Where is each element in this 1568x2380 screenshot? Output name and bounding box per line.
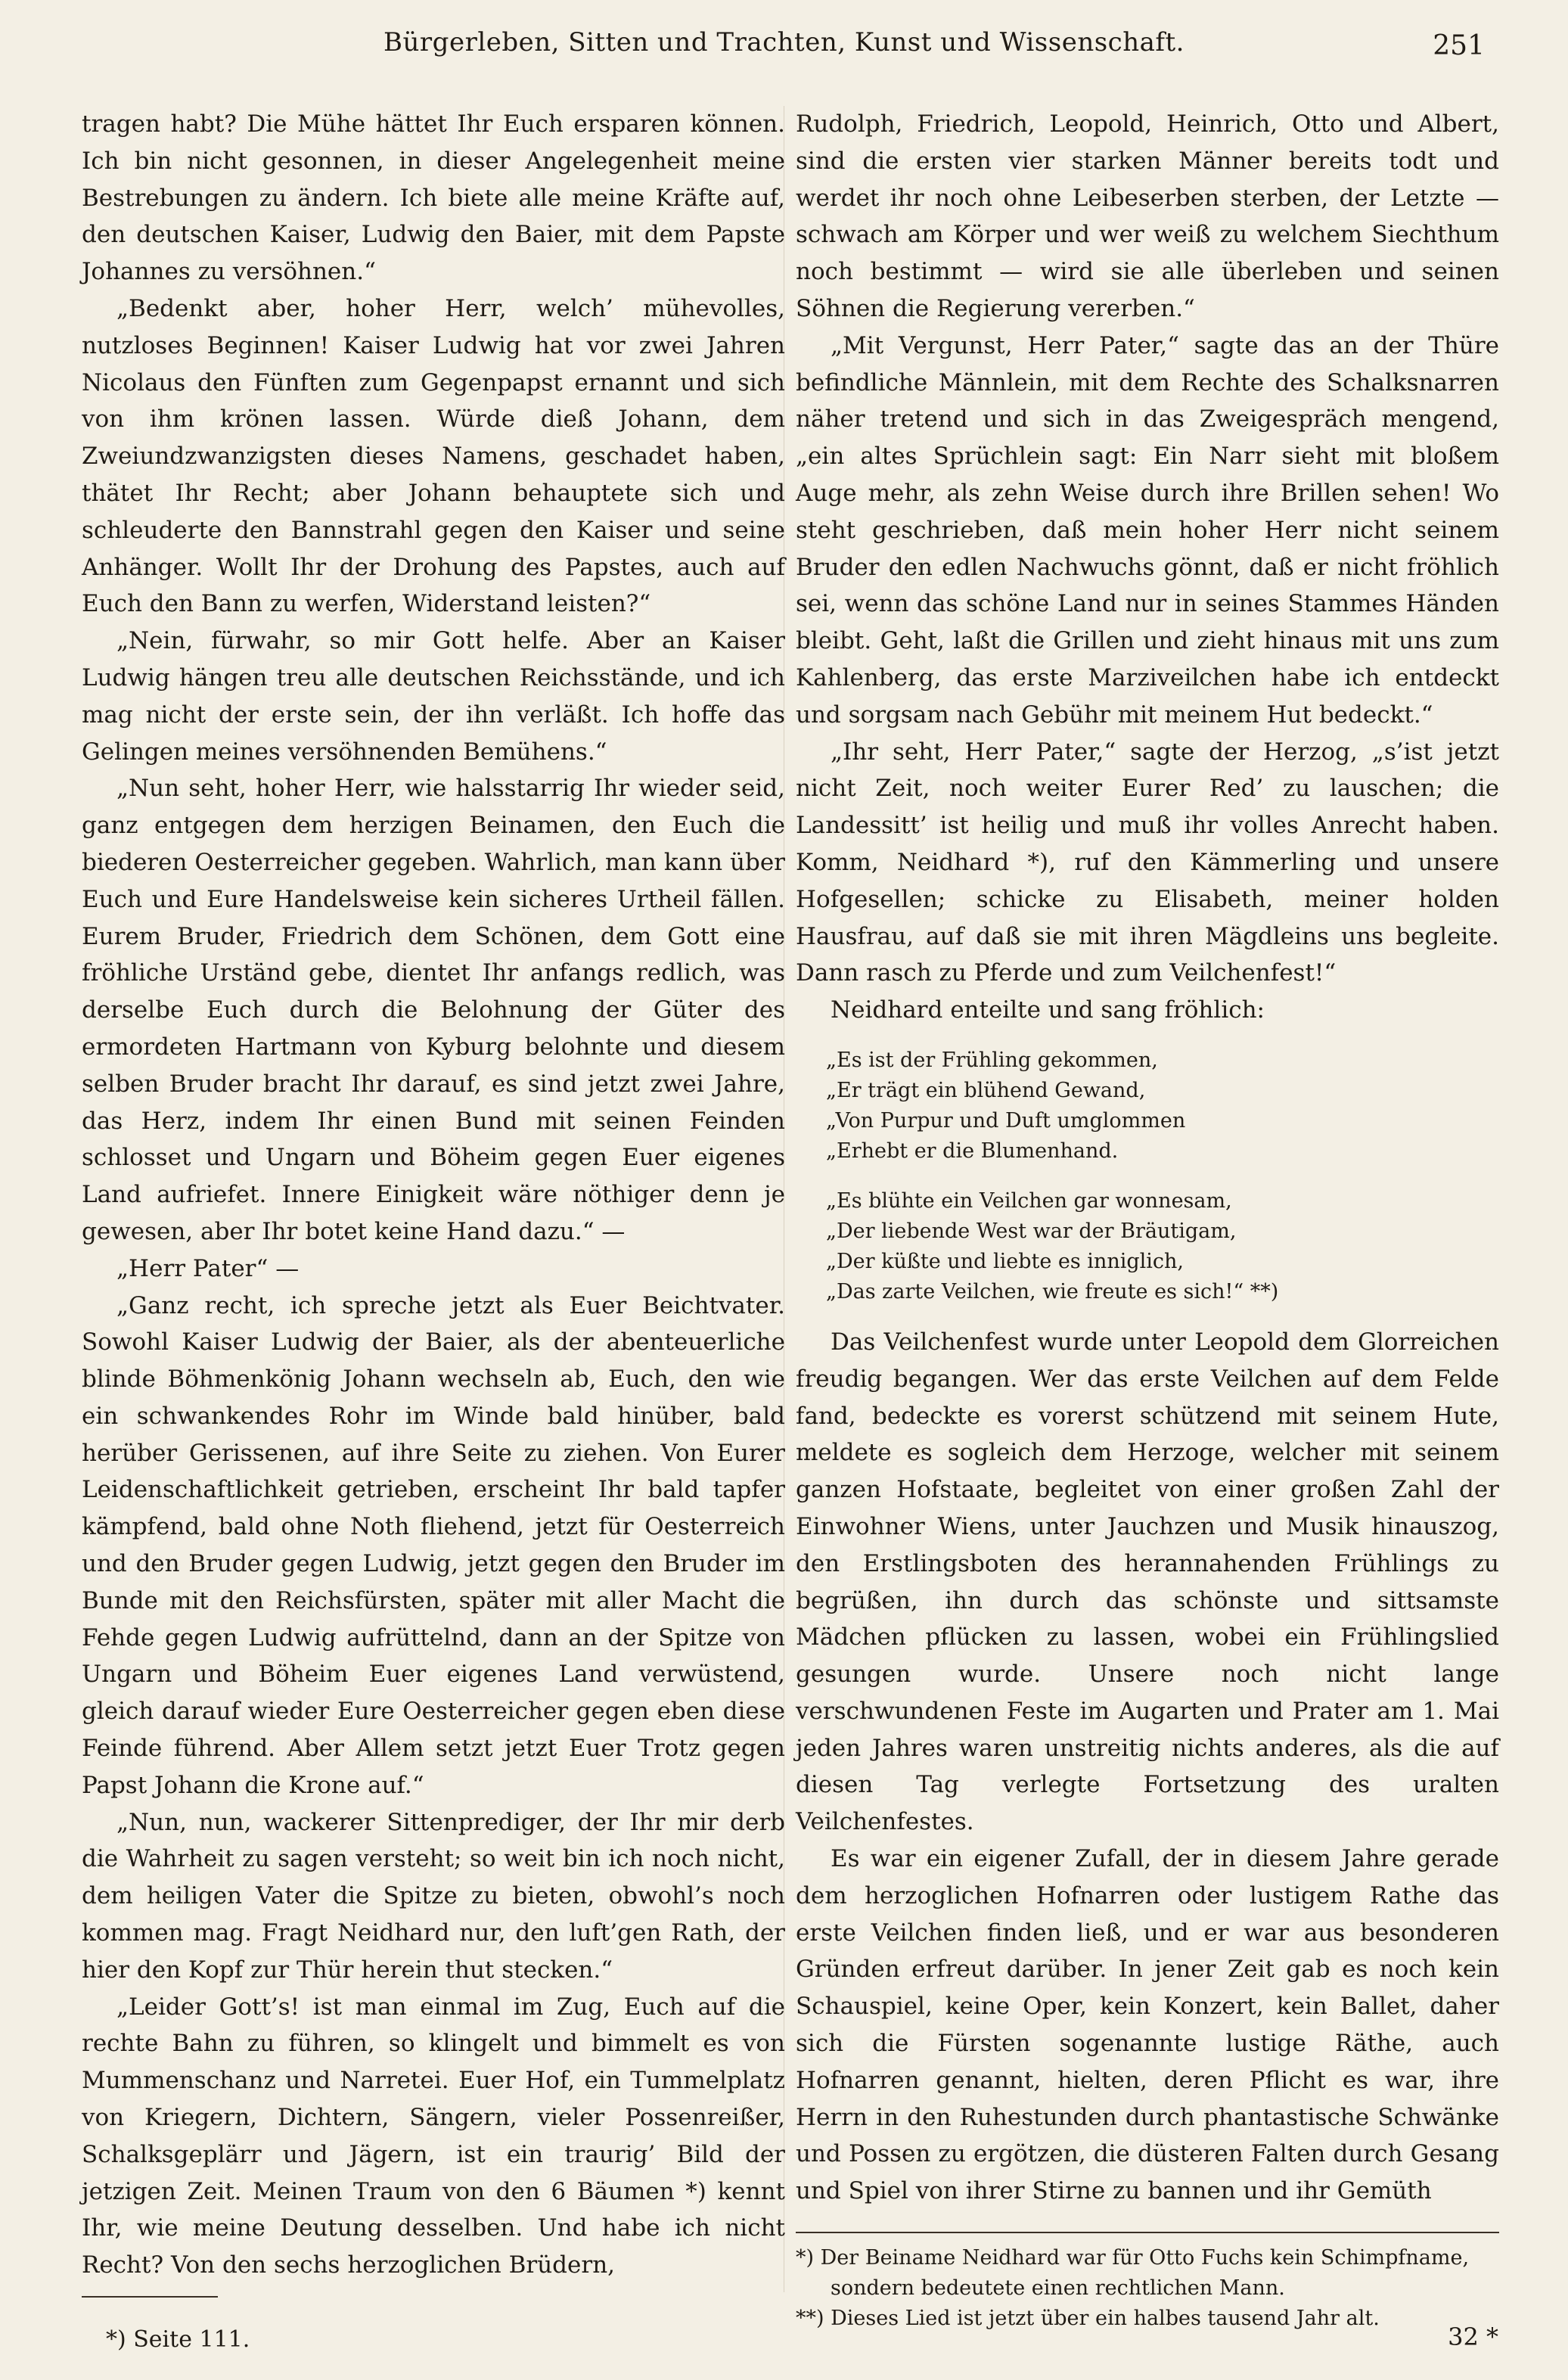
footnotes xyxy=(796,2243,1499,2334)
page-header xyxy=(83,21,1485,67)
paragraph: „Nein, fürwahr, so mir Gott helfe. Aber an Kaiser Ludwig hängen treu alle deutschen Reichsstände, und ich mag nicht der erste sein, der ihn verläßt. Ich hoffe das Gelingen meines versöhnenden Bemühens.“ xyxy=(82,627,785,766)
poem-line: „Der liebende West war der Bräutigam, xyxy=(826,1219,1237,1243)
paragraph: „Ihr seht, Herr Pater,“ sagte der Herzog, „s’ist jetzt nicht Zeit, noch weiter Eurer Red’ zu lauschen; die Landessitt’ ist heilig und muß ihr volles Anrecht haben. Komm, Neidhard *), ruf den Kämmerling und unsere Hofgesellen; schicke zu Elisabeth, meiner holden Hausfrau, auf daß sie mit ihren Mägdleins uns begleite. Dann rasch zu Pferde und zum Veilchenfest!“ xyxy=(796,738,1499,987)
footnote-rule xyxy=(82,2296,218,2298)
paragraph: Rudolph, Friedrich, Leopold, Heinrich, Otto und Albert, sind die ersten vier starken Männer bereits todt und werdet ihr noch ohne Leibeserben sterben, der Letzte — schwach am Körper und wer weiß zu welchem Siechthum noch bestimmt — wird sie alle überleben und seinen Söhnen die Regierung vererben.“ xyxy=(796,110,1499,322)
paragraph: Das Veilchenfest wurde unter Leopold dem Glorreichen freudig begangen. Wer das erste Veilchen auf dem Felde fand, bedeckte es vorerst schützend mit seinem Hute, meldete es sogleich dem Herzoge, welcher mit seinem ganzen Hofstaate, begleitet von einer großen Zahl der Einwohner Wiens, unter Jauchzen und Musik hinauszog, den Erstlingsboten des herannahenden Frühlings zu begrüßen, ihn durch das schönste und sittsamste Mädchen pflücken zu lassen, wobei ein Frühlingslied gesungen wurde. Unsere noch nicht lange verschwundenen Feste im Augarten und Prater am 1. Mai jeden Jahres waren unstreitig nichts anderes, als die auf diesen Tag verlegte Fortsetzung des uralten Veilchenfestes. xyxy=(796,1328,1499,1836)
poem-stanza xyxy=(826,1186,1499,1307)
paragraph: „Nun seht, hoher Herr, wie halsstarrig Ihr wieder seid, ganz entgegen dem herzigen Beinamen, den Euch die biederen Oesterreicher gegeben. Wahrlich, man kann über Euch und Eure Handelsweise kein sicheres Urtheil fällen. Eurem Bruder, Friedrich dem Schönen, dem Gott eine fröhliche Urständ gebe, dientet Ihr anfangs redlich, was derselbe Euch durch die Belohnung der Güter des ermordeten Hartmann von Kyburg belohnte und diesem selben Bruder bracht Ihr darauf, es sind jetzt zwei Jahre, das Herz, indem Ihr einen Bund mit seinen Feinden schlosset und Ungarn und Böheim gegen Euer eigenes Land aufriefet. Innere Einigkeit wäre nöthiger denn je gewesen, aber Ihr botet keine Hand dazu.“ — xyxy=(82,775,785,1245)
paragraph: Neidhard enteilte und sang fröhlich: xyxy=(831,996,1265,1024)
poem-line: „Das zarte Veilchen, wie freute es sich!“ **) xyxy=(826,1279,1279,1303)
poem-line: „Er trägt ein blühend Gewand, xyxy=(826,1078,1146,1102)
paragraph: tragen habt? Die Mühe hättet Ihr Euch ersparen können. Ich bin nicht gesonnen, in dieser Angelegenheit meine Bestrebungen zu ändern. Ich biete alle meine Kräfte auf, den deutschen Kaiser, Ludwig den Baier, mit dem Papste Johannes zu versöhnen.“ xyxy=(82,110,785,286)
footnote-rule xyxy=(796,2232,1499,2233)
right-column xyxy=(796,106,1499,2210)
poem-line: „Es blühte ein Veilchen gar wonnesam, xyxy=(826,1188,1232,1213)
footnote: *) Seite 111. xyxy=(106,2326,250,2353)
paragraph: „Mit Vergunst, Herr Pater,“ sagte das an der Thüre befindliche Männlein, mit dem Rechte des Schalksnarren näher tretend und sich in das Zweigespräch mengend, „ein altes Sprüchlein sagt: Ein Narr sieht mit bloßem Auge mehr, als zehn Weise durch ihre Brillen sehen! Wo steht geschrieben, daß mein hoher Herr nicht seinem Bruder den edlen Nachwuchs gönnt, daß er nicht fröhlich sei, wenn das schöne Land nur in seines Stammes Händen bleibt. Geht, laßt die Grillen und zieht hinaus mit uns zum Kahlenberg, das erste Marziveilchen habe ich entdeckt und sorgsam nach Gebühr mit meinem Hut bedeckt.“ xyxy=(796,331,1499,729)
poem xyxy=(826,1046,1499,1307)
poem-line: „Es ist der Frühling gekommen, xyxy=(826,1048,1158,1072)
paragraph: „Leider Gott’s! ist man einmal im Zug, Euch auf die rechte Bahn zu führen, so klingelt und bimmelt es von Mummenschanz und Narretei. Euer Hof, ein Tummelplatz von Kriegern, Dichtern, Sängern, vieler Possenreißer, Schalksgeplärr und Jägern, ist ein traurig’ Bild der jetzigen Zeit. Meinen Traum von den 6 Bäumen *) kennt Ihr, wie meine Deutung desselben. Und habe ich nicht Recht? Von den sechs herzoglichen Brüdern, xyxy=(82,1993,785,2279)
paragraph: „Bedenkt aber, hoher Herr, welch’ mühevolles, nutzloses Beginnen! Kaiser Ludwig hat vor zwei Jahren Nicolaus den Fünften zum Gegenpapst ernannt und sich von ihm krönen lassen. Würde dieß Johann, dem Zweiundzwanzigsten dieses Namens, geschadet haben, thätet Ihr Recht; aber Johann behauptete sich und schleuderte den Bannstrahl gegen den Kaiser und seine Anhänger. Wollt Ihr der Drohung des Papstes, auch auf Euch den Bann zu werfen, Widerstand leisten?“ xyxy=(82,294,785,618)
signature-mark: 32 * xyxy=(1448,2323,1498,2351)
left-column xyxy=(82,106,785,2284)
footnote: **) Dieses Lied ist jetzt über ein halbes tausend Jahr alt. xyxy=(796,2307,1380,2330)
poem-line: „Von Purpur und Duft umglommen xyxy=(826,1108,1186,1133)
poem-line: „Erhebt er die Blumenhand. xyxy=(826,1139,1119,1163)
paragraph: „Herr Pater“ — xyxy=(116,1254,300,1282)
paragraph: Es war ein eigener Zufall, der in diesem Jahre gerade dem herzoglichen Hofnarren oder lustigem Rathe das erste Veilchen finden ließ, und er war aus besonderen Gründen erfreut darüber. In jener Zeit gab es noch kein Schauspiel, keine Oper, kein Konzert, kein Ballet, daher sich die Fürsten sogenannte lustige Räthe, auch Hofnarren genannt, hielten, deren Pflicht es war, ihre Herrn in den Ruhestunden durch phantastische Schwänke und Possen zu ergötzen, die düsteren Falten durch Gesang und Spiel von ihrer Stirne zu bannen und ihr Gemüth xyxy=(796,1845,1499,2205)
poem-stanza xyxy=(826,1046,1499,1167)
poem-line: „Der küßte und liebte es inniglich, xyxy=(826,1249,1185,1273)
page-number: 251 xyxy=(1433,30,1485,61)
footnote: *) Der Beiname Neidhard war für Otto Fuchs kein Schimpfname, sondern bedeutete einen rechtlichen Mann. xyxy=(796,2246,1470,2300)
running-head: Bürgerleben, Sitten und Trachten, Kunst und Wissenschaft. xyxy=(383,27,1185,57)
paragraph: „Nun, nun, wackerer Sittenprediger, der Ihr mir derb die Wahrheit zu sagen versteht; so weit bin ich noch nicht, dem heiligen Vater die Spitze zu bieten, obwohl’s noch kommen mag. Fragt Neidhard nur, den luft’gen Rath, der hier den Kopf zur Thür herein thut stecken.“ xyxy=(82,1808,785,1984)
paragraph: „Ganz recht, ich spreche jetzt als Euer Beichtvater. Sowohl Kaiser Ludwig der Baier, als der abenteuerliche blinde Böhmenkönig Johann wechseln ab, Euch, den wie ein schwankendes Rohr im Winde bald hinüber, bald herüber Gerissenen, auf ihre Seite zu ziehen. Von Eurer Leidenschaftlichkeit getrieben, erscheint Ihr bald tapfer kämpfend, bald ohne Noth fliehend, jetzt für Oesterreich und den Bruder gegen Ludwig, jetzt gegen den Bruder im Bunde mit den Reichsfürsten, später mit aller Macht die Fehde gegen Ludwig aufrüttelnd, dann an der Spitze von Ungarn und Böheim Euer eigenes Land verwüstend, gleich darauf wieder Eure Oesterreicher gegen eben diese Feinde führend. Aber Allem setzt jetzt Euer Trotz gegen Papst Johann die Krone auf.“ xyxy=(82,1291,785,1799)
